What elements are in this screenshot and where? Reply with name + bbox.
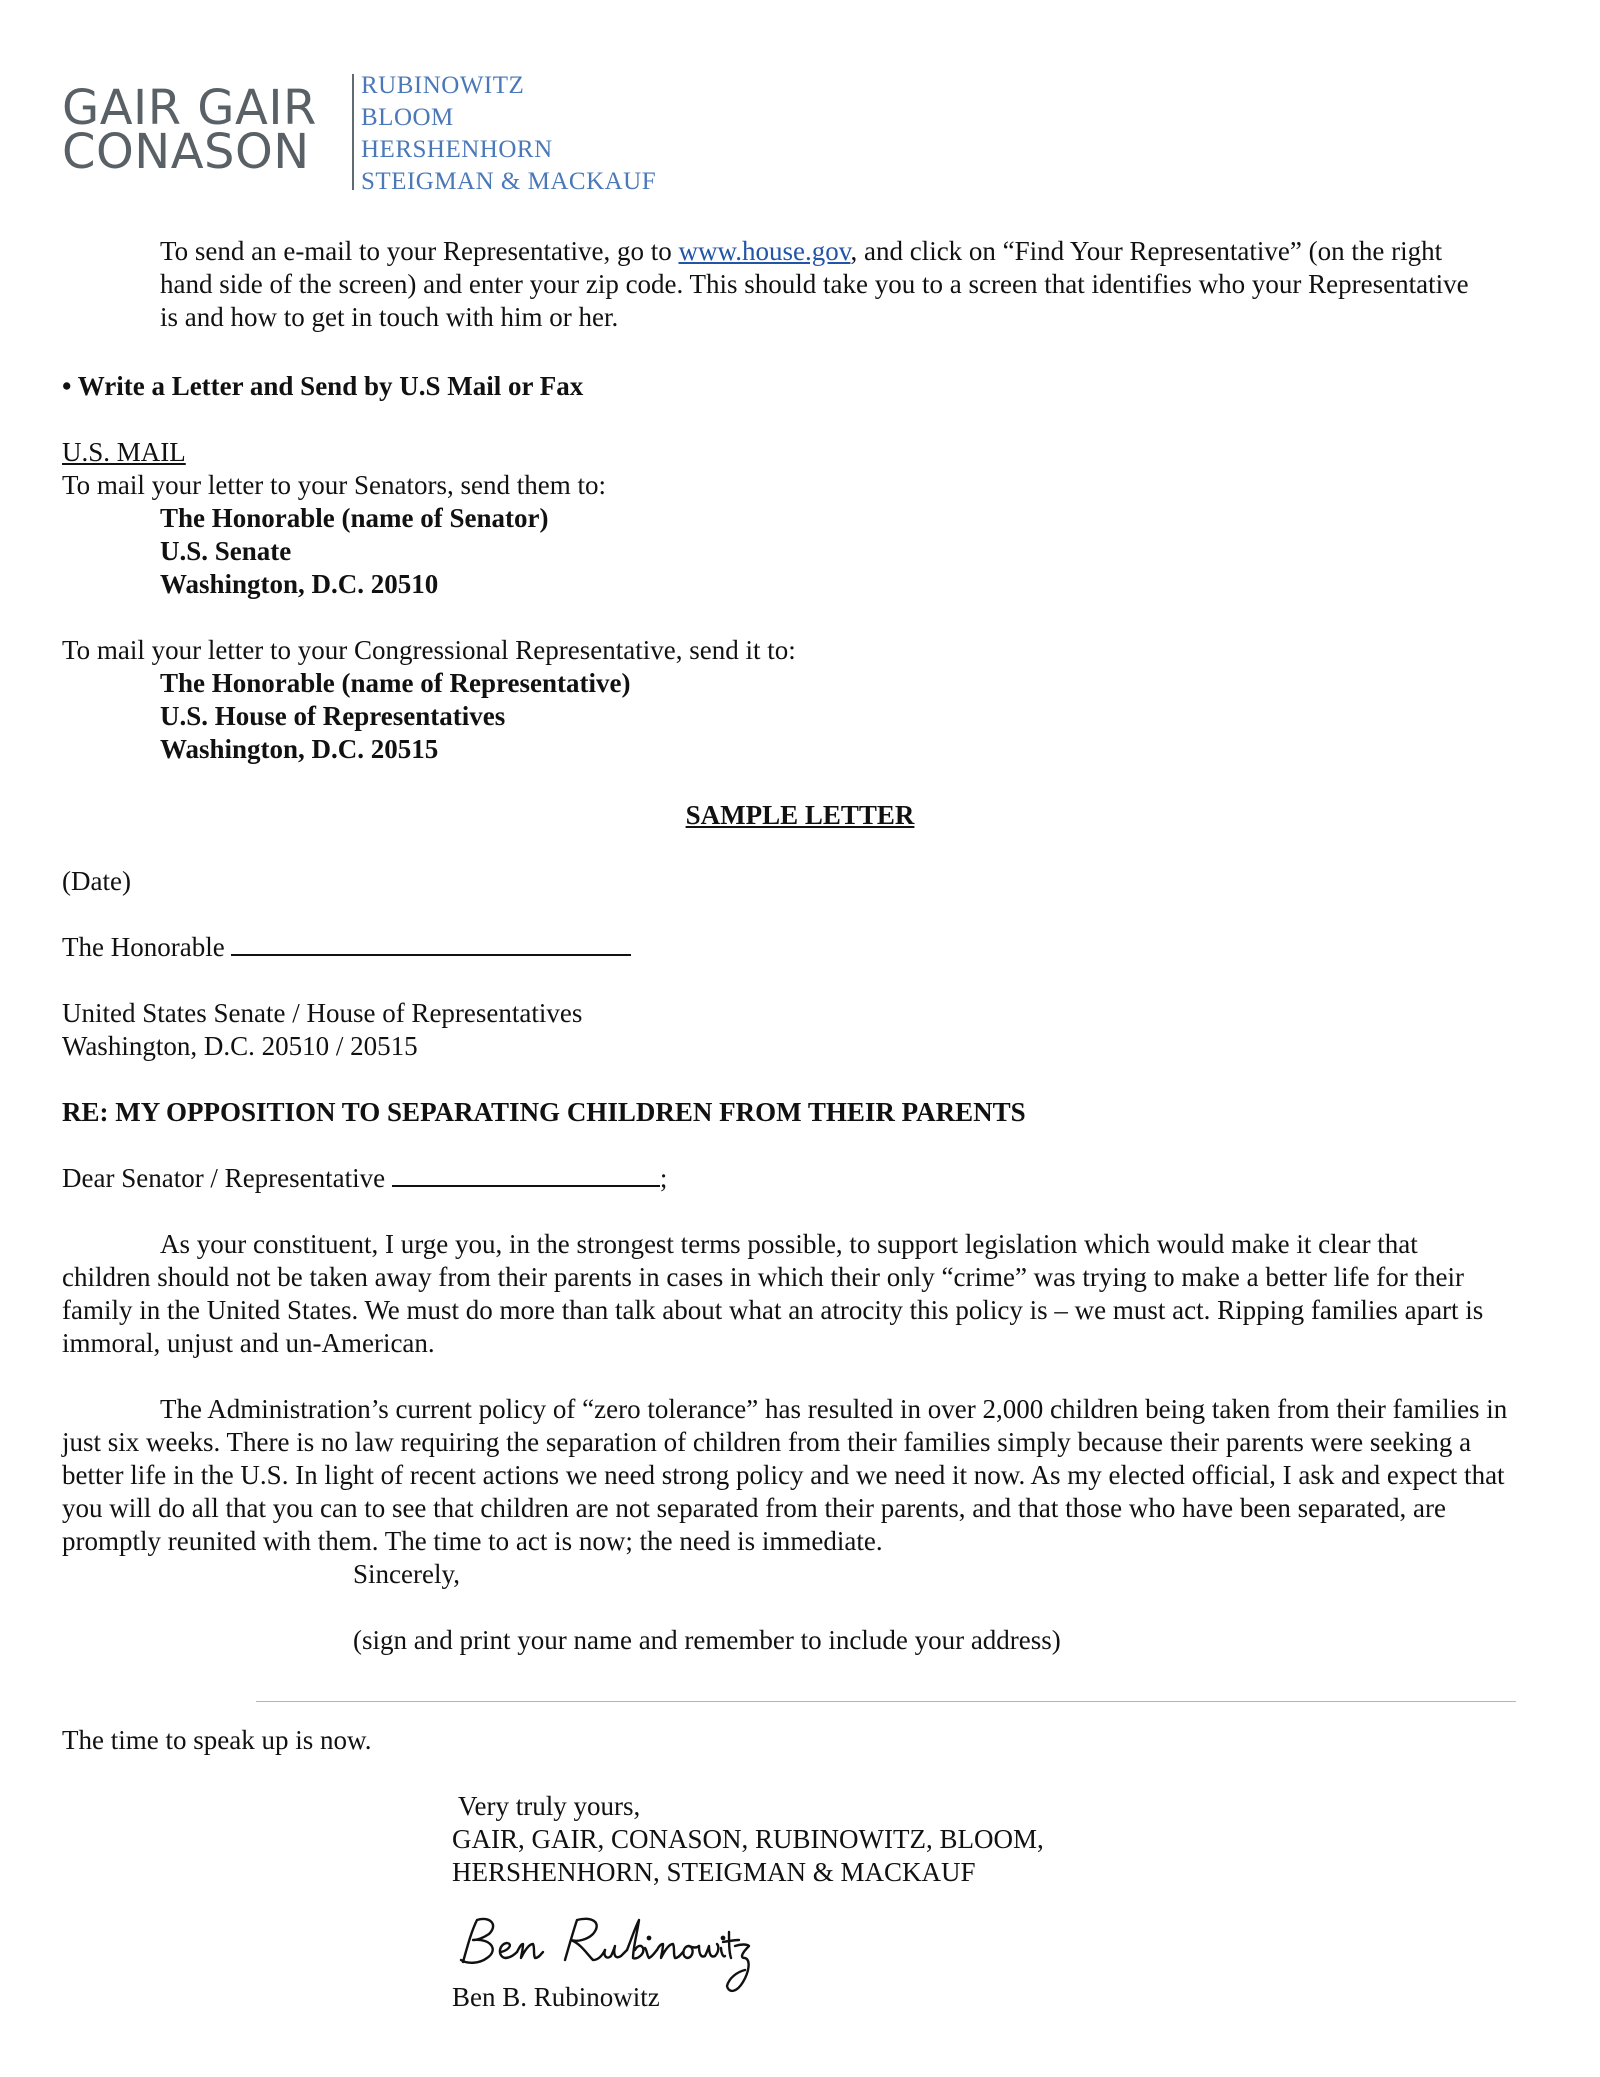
intro-text-start: To send an e-mail to your Representative, go to: [160, 236, 679, 266]
firm-logo-right: [361, 70, 656, 198]
re-line: RE: MY OPPOSITION TO SEPARATING CHILDREN FROM THEIR PARENTS: [62, 1097, 1026, 1127]
senate-address-line: Washington, D.C. 20510: [160, 569, 439, 599]
intro-paragraph: [160, 235, 1485, 334]
honorable-blank: [231, 932, 631, 956]
firm-name-line: GAIR, GAIR, CONASON, RUBINOWITZ, BLOOM,: [452, 1824, 1044, 1854]
letter-paragraph-1: As your constituent, I urge you, in the strongest terms possible, to support legislation which would make it clear that children should not be taken away from their parents in cases in which their only “crime” was trying to make a better life for their family in the United States. We must do more than talk about what an atrocity this policy is – we must act. Ripping families apart is immoral, unjust and un-American.: [62, 1229, 1484, 1358]
salutation-label: Dear Senator / Representative: [62, 1163, 386, 1193]
recipient-address-line: Washington, D.C. 20510 / 20515: [62, 1031, 418, 1061]
logo-line: CONASON: [62, 124, 310, 180]
house-address-line: Washington, D.C. 20515: [160, 734, 439, 764]
salutation-end: ;: [659, 1163, 668, 1193]
senate-address-line: U.S. Senate: [160, 536, 292, 566]
recipient-address-line: United States Senate / House of Representatives: [62, 998, 583, 1028]
sample-letter-title: SAMPLE LETTER: [685, 800, 915, 830]
signer-name: Ben B. Rubinowitz: [452, 1982, 660, 2012]
firm-name-line: HERSHENHORN, STEIGMAN & MACKAUF: [452, 1857, 976, 1887]
house-gov-link[interactable]: www.house.gov: [678, 236, 851, 266]
sign-note: (sign and print your name and remember to include your address): [353, 1625, 1061, 1655]
senate-address-line: The Honorable (name of Senator): [160, 503, 549, 533]
us-mail-heading: U.S. MAIL: [62, 437, 186, 467]
valediction: Very truly yours,: [458, 1791, 641, 1821]
house-intro: To mail your letter to your Congressional Representative, send it to:: [62, 635, 796, 665]
logo-line: BLOOM: [361, 104, 454, 131]
sincerely: Sincerely,: [353, 1559, 460, 1589]
salutation-line: [62, 1162, 667, 1195]
divider-line: [256, 1701, 1516, 1702]
senate-intro: To mail your letter to your Senators, send them to:: [62, 470, 607, 500]
logo-divider: [352, 74, 354, 190]
logo-line: STEIGMAN & MACKAUF: [361, 168, 657, 195]
salutation-blank: [392, 1163, 660, 1187]
honorable-line: [62, 931, 631, 964]
write-letter-heading: • Write a Letter and Send by U.S Mail or Fax: [62, 371, 584, 401]
firm-logo-left: [62, 80, 317, 180]
house-address-line: U.S. House of Representatives: [160, 701, 506, 731]
logo-line: RUBINOWITZ: [361, 72, 525, 99]
intro-text-end: , and click on “Find Your Representative” (on the right hand side of the screen) and enter your zip code. This should take you to a screen that identifies who your Representative is and how to get in touch with him or her.: [160, 236, 1469, 332]
honorable-label: The Honorable: [62, 932, 225, 962]
letter-date: (Date): [62, 866, 131, 896]
house-address-line: The Honorable (name of Representative): [160, 668, 631, 698]
logo-line: HERSHENHORN: [361, 136, 553, 163]
speak-up-line: The time to speak up is now.: [62, 1725, 372, 1755]
letter-paragraph-2: The Administration’s current policy of “zero tolerance” has resulted in over 2,000 children being taken from their families in just six weeks. There is no law requiring the separation of children from their families simply because their parents were seeking a better life in the U.S. In light of recent actions we need strong policy and we need it now. As my elected official, I ask and expect that you will do all that you can to see that children are not separated from their parents, and that those who have been separated, are promptly reunited with them. The time to act is now; the need is immediate.: [62, 1394, 1508, 1556]
logo-line: GAIR GAIR: [62, 80, 317, 136]
